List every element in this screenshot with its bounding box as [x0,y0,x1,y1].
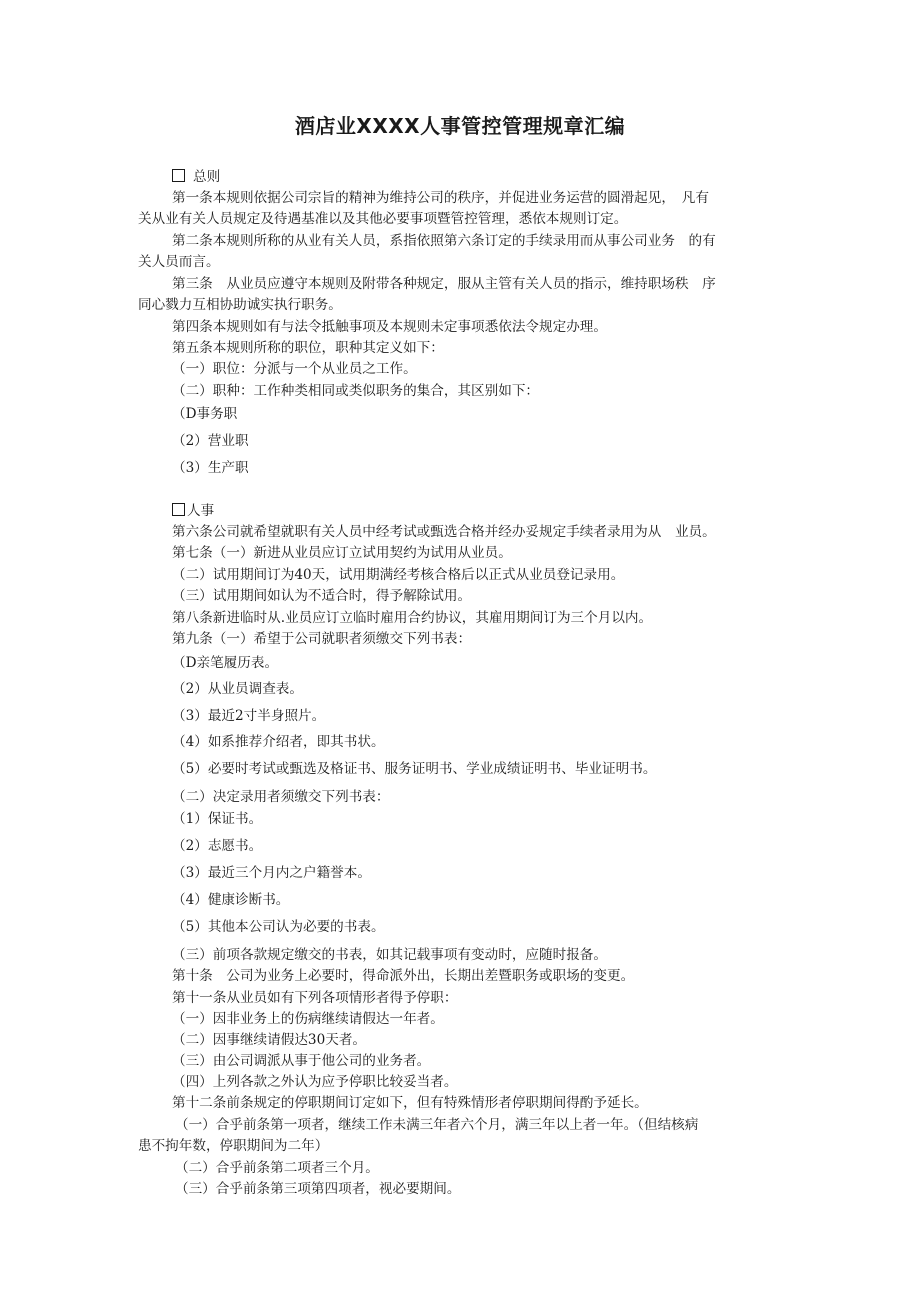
list-item: （3）最近2寸半身照片。 [172,708,326,724]
list-item: （4）健康诊断书。 [172,892,290,908]
paragraph-line: 第九条（一）希望于公司就职者须缴交下列书表： [172,631,472,647]
checkbox-square-icon [172,169,185,182]
paragraph-line: （一）职位：分派与一个从业员之工作。 [172,361,417,377]
list-item: （2）营业职 [172,433,249,449]
list-item: （三）由公司调派从事于他公司的业务者。 [172,1053,431,1069]
section-heading-general: 总则 [172,168,220,186]
list-item: （2）志愿书。 [172,838,263,854]
list-item: （二）因事继续请假达30天者。 [172,1032,367,1048]
list-item: （四）上列各款之外认为应予停职比较妥当者。 [172,1074,458,1090]
list-item: （D事务职 [172,406,238,422]
paragraph-line: 第二条本规则所称的从业有关人员，系指依照第六条订定的手续录用而从事公司业务 的有 [172,233,716,249]
paragraph-line: （二）职种：工作种类相同或类似职务的集合，其区别如下： [172,383,540,399]
list-item: （4）如系推荐介绍者，即其书状。 [172,734,385,750]
paragraph-line: （二）决定录用者须缴交下列书表： [172,789,390,805]
paragraph-line: 第五条本规则所称的职位，职种其定义如下： [172,340,444,356]
paragraph-line: 同心戮力互相协助诚实执行职务。 [138,297,342,313]
paragraph-line: 第六条公司就希望就职有关人员中经考试或甄选合格并经办妥规定手续者录用为从 业员。 [172,524,716,540]
list-item: （3）生产职 [172,460,249,476]
list-item: （D亲笔履历表。 [172,655,279,671]
paragraph-line: （三）试用期间如认为不适合时，得予解除试用。 [172,588,472,604]
list-item: （2）从业员调查表。 [172,681,303,697]
paragraph-line: 第一条本规则依据公司宗旨的精神为维持公司的秩序，并促进业务运营的圆滑起见， 凡有 [172,190,709,206]
list-item: （1）保证书。 [172,811,263,827]
paragraph-line: 第七条（一）新进从业员应订立试用契约为试用从业员。 [172,545,512,561]
paragraph-line: （二）试用期间订为40天，试用期满经考核合格后以正式从业员登记录用。 [172,567,625,583]
paragraph-line: 关从业有关人员规定及待遇基准以及其他必要事项暨管控管理，悉依本规则订定。 [138,211,628,227]
paragraph-line: 第三条 从业员应遵守本规则及附带各种规定，服从主管有关人员的指示，维持职场秩 序 [172,276,716,292]
list-item: （二）合乎前条第二项者三个月。 [175,1160,379,1176]
paragraph-line: 第十一条从业员如有下列各项情形者得予停职： [172,990,458,1006]
list-item: （5）必要时考试或甄选及格证书、服务证明书、学业成绩证明书、毕业证明书。 [172,761,657,777]
list-item: （三）合乎前条第三项第四项者，视必要期间。 [175,1181,461,1197]
document-title: 酒店业XXXX人事管控管理规章汇编 [294,114,626,138]
paragraph-line: 第十二条前条规定的停职期间订定如下，但有特殊情形者停职期间得酌予延长。 [172,1095,648,1111]
list-item: （3）最近三个月内之户籍誉本。 [172,865,371,881]
checkbox-square-icon [172,503,185,516]
paragraph-line: 关人员而言。 [138,254,220,270]
list-item: （一）因非业务上的伤病继续请假达一年者。 [172,1011,444,1027]
paragraph-line: 第十条 公司为业务上必要时，得命派外出，长期出差暨职务或职场的变更。 [172,968,635,984]
paragraph-line: （一）合乎前条第一项者，继续工作未满三年者六个月，满三年以上者一年。（但结核病 [175,1117,699,1133]
list-item: （5）其他本公司认为必要的书表。 [172,919,385,935]
paragraph-line: 第四条本规则如有与法令抵触事项及本规则未定事项悉依法令规定办理。 [172,319,607,335]
paragraph-line: （三）前项各款规定缴交的书表，如其记载事项有变动时，应随时报备。 [172,947,607,963]
paragraph-line: 第八条新进临时从.业员应订立临时雇用合约协议，其雇用期间订为三个月以内。 [172,610,653,626]
paragraph-line: 患不拘年数，停职期间为二年） [138,1138,329,1154]
section-heading-personnel: 人事 [172,502,214,520]
